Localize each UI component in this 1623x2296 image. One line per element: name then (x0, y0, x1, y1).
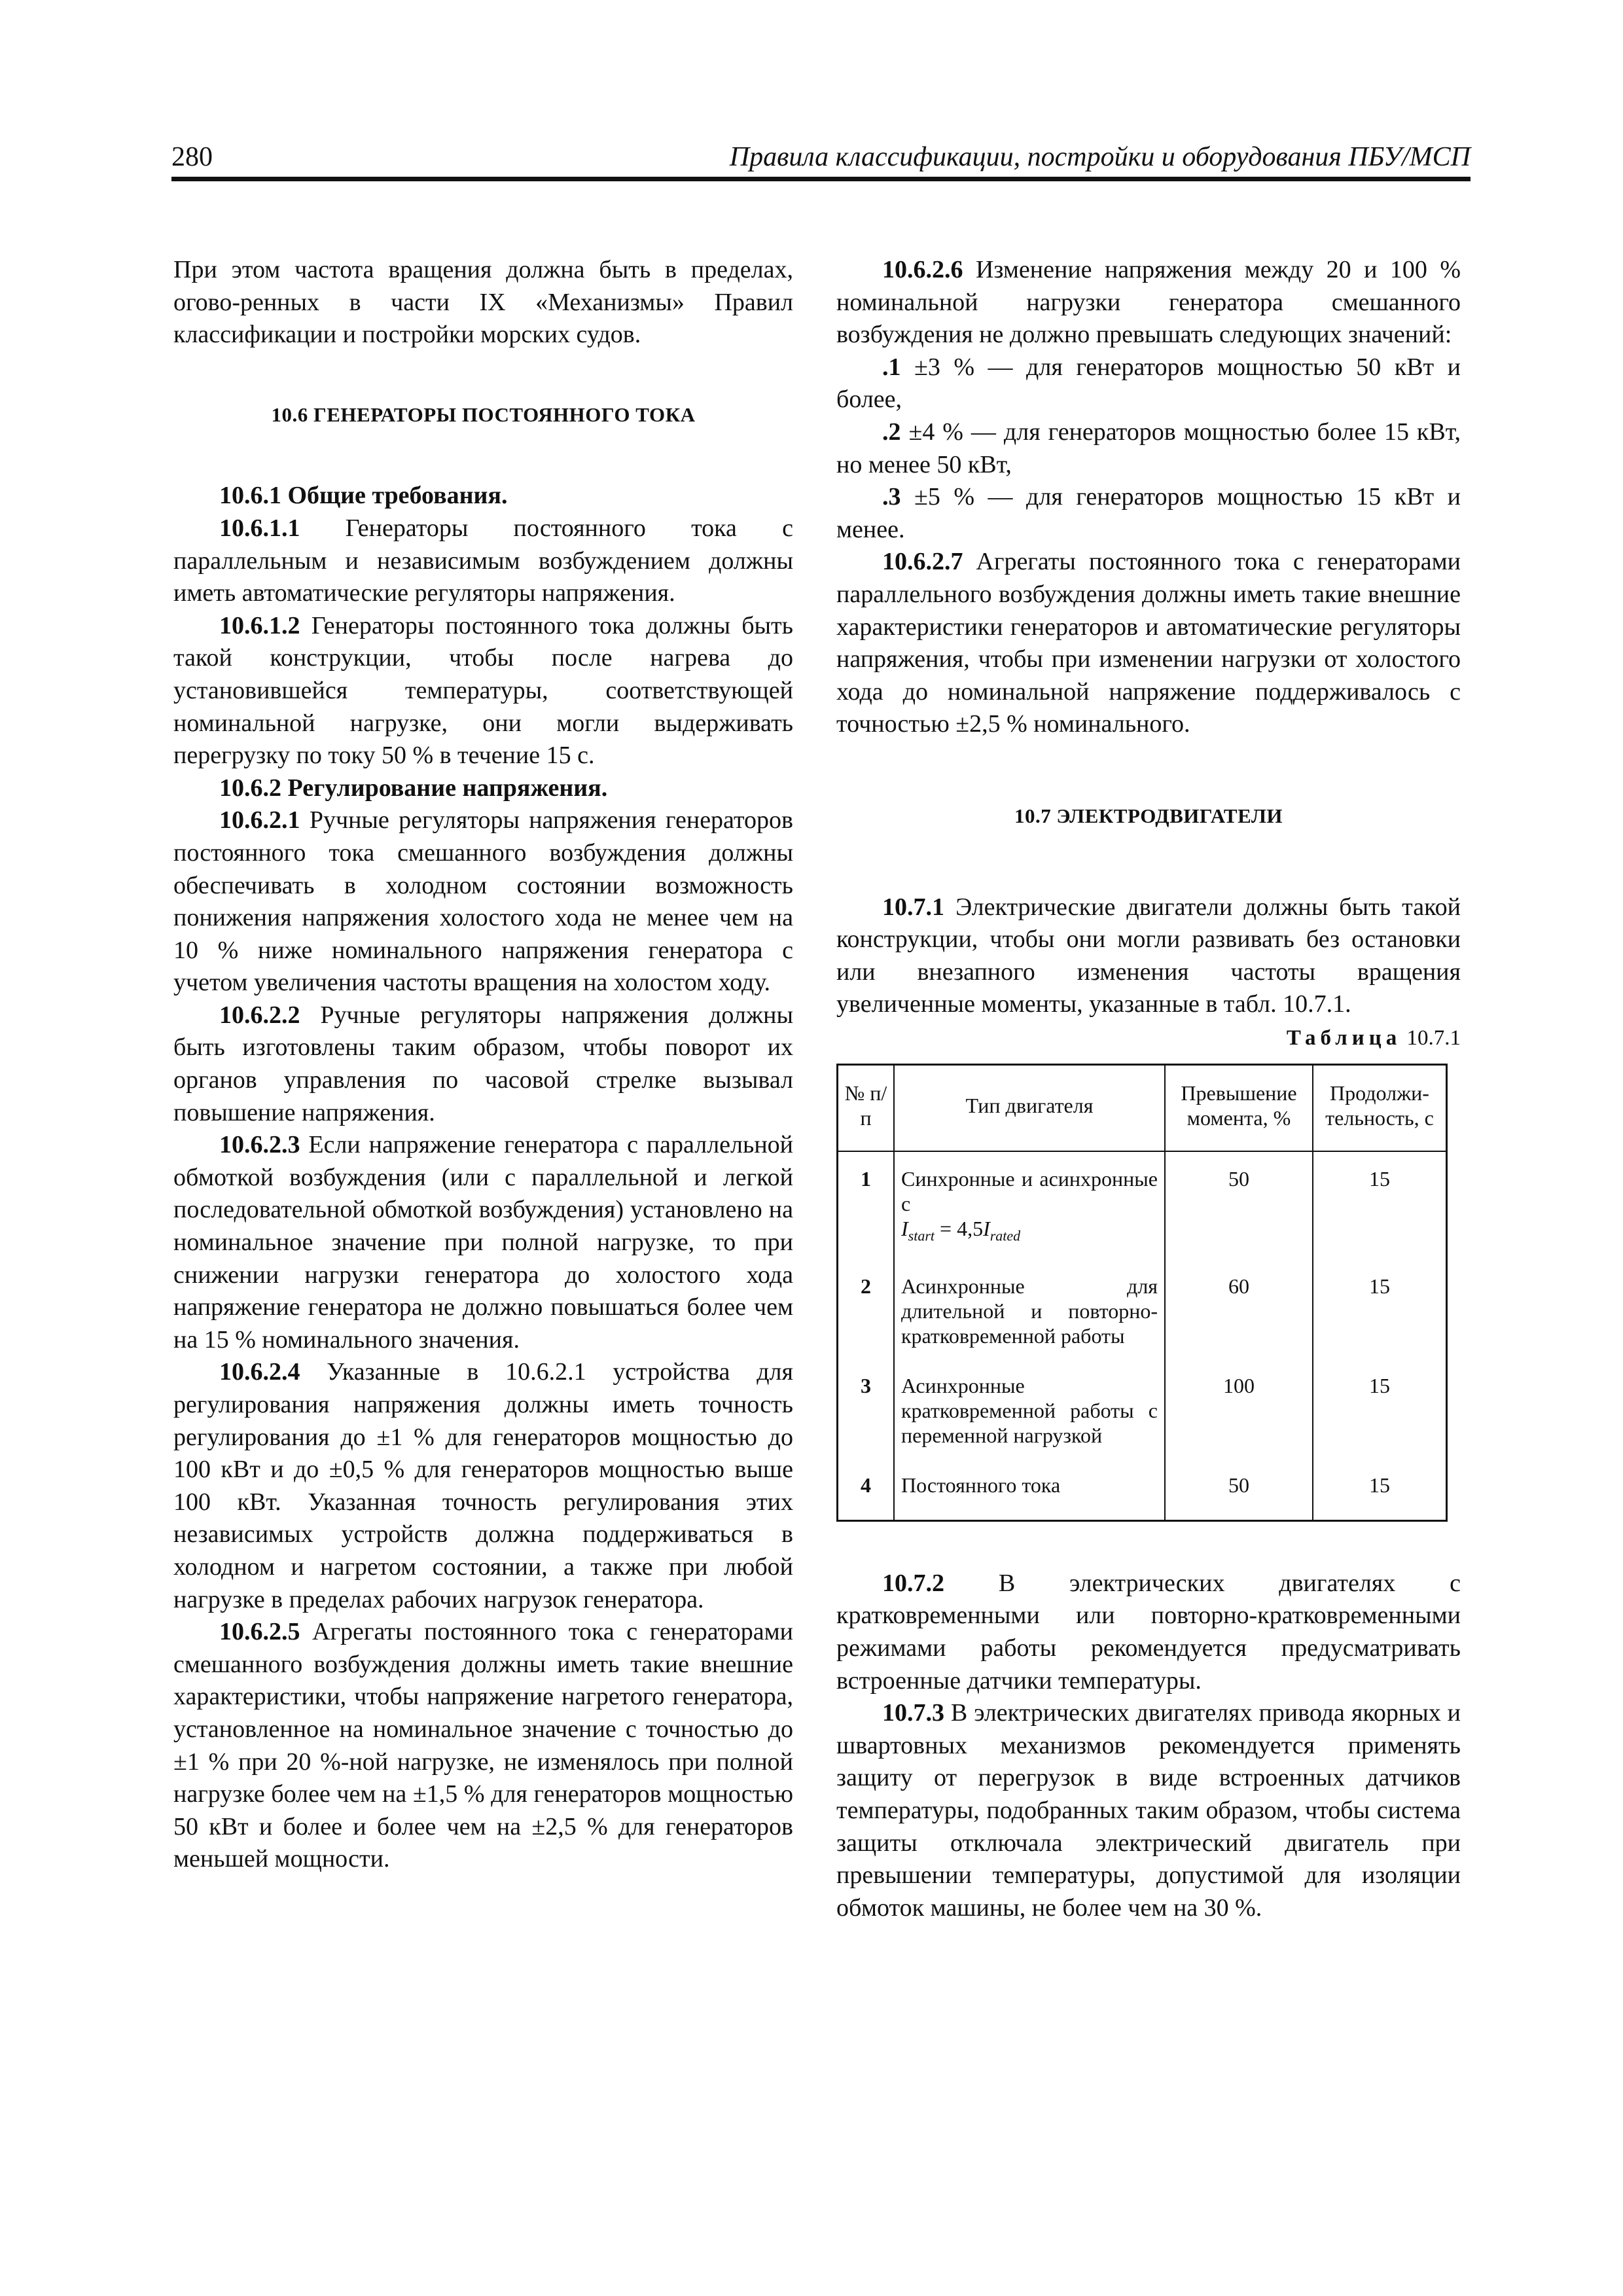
clause-text: Ручные регуляторы напряжения генераторов постоянного тока смешанного возбуждения должны обеспечивать в холодном состоянии возможность понижения напряжения холостого хода не менее чем на 10 % ниже номинального напряжения генератора с учетом увеличения частоты вращения на холостом ходу. (173, 806, 793, 997)
clause-number: 10.6.2.4 (219, 1358, 300, 1386)
clause-number: 10.7.3 (882, 1699, 944, 1727)
motor-type (894, 1151, 1165, 1270)
clause-text: Агрегаты постоянного тока с генераторами смешанного возбуждения должны иметь такие внешние характеристики, чтобы напряжение нагретого генератора, установленное на номинальное значение с точностью до ±1 % при 20 %-ной нагрузке, не изменялось при полной нагрузке более чем на ±1,5 % для генераторов мощностью 50 кВт и более и более чем на ±2,5 % для генераторов меньшей мощности. (173, 1618, 793, 1873)
item-number: .3 (882, 483, 901, 511)
section-heading-10-7: 10.7 ЭЛЕКТРОДВИГАТЕЛИ (1014, 804, 1283, 827)
table-caption (836, 1022, 1461, 1055)
paragraph-10-6-2-1 (173, 804, 793, 999)
torque-excess: 50 (1165, 1470, 1313, 1521)
clause-number: 10.6.1.2 (219, 611, 300, 639)
torque-excess: 60 (1165, 1271, 1313, 1371)
motor-type: Постоянного тока (894, 1470, 1165, 1521)
running-title: Правила классификации, постройки и оборудования ПБУ/МСП (729, 142, 1471, 172)
clause-number: 10.7.2 (882, 1569, 944, 1597)
clause-number: 10.7.1 (882, 893, 944, 921)
row-number: 1 (838, 1151, 895, 1270)
paragraph-10-7-3 (836, 1697, 1461, 1924)
clause-number: 10.6.1.1 (219, 514, 300, 542)
paragraph-10-6-2-5 (173, 1616, 793, 1876)
item-number: .1 (882, 353, 901, 381)
table-caption-word: Таблица (1286, 1026, 1402, 1050)
running-header (171, 139, 1471, 178)
clause-number: 10.6.2.2 (219, 1001, 300, 1029)
motor-type: Асинхронные кратковременной работы с переменной нагрузкой (894, 1371, 1165, 1470)
paragraph-10-6-1-1 (173, 512, 793, 610)
paragraph-10-7-2 (836, 1568, 1461, 1697)
header-rule (171, 177, 1471, 181)
header-duration: Продолжи-тельность, с (1313, 1065, 1447, 1152)
duration: 15 (1313, 1371, 1447, 1470)
clause-text: В электрических двигателях привода якорных и швартовных механизмов рекомендуется применять защиту от перегрузок в виде встроенных датчиков температуры, подобранных таким образом, чтобы система защиты отключала электрический двигатель при превышении температуры, допустимой для изоляции обмоток машины, не более чем на 30 %. (836, 1699, 1461, 1922)
paragraph-10-7-1 (836, 891, 1461, 1021)
duration: 15 (1313, 1151, 1447, 1270)
paragraph-10-6-2-7 (836, 546, 1461, 741)
torque-excess: 50 (1165, 1151, 1313, 1270)
list-item-3 (836, 481, 1461, 546)
motor-type: Асинхронные для длительной и повторно-кратковременной работы (894, 1271, 1165, 1371)
table-row (838, 1371, 1447, 1470)
clause-text: Агрегаты постоянного тока с генераторами параллельного возбуждения должны иметь такие внешние характеристики генераторов и автоматические регуляторы напряжения, чтобы при изменении нагрузки от холостого хода до номинальной напряжение поддерживалось с точностью ±2,5 % номинального. (836, 548, 1461, 738)
clause-text: В электрических двигателях с кратковременными или повторно-кратковременными режимами работы рекомендуется предусматривать встроенные датчики температуры. (836, 1569, 1461, 1695)
subsection-heading-10-6-2: 10.6.2 Регулирование напряжения. (219, 774, 608, 802)
paragraph-10-6-1-2 (173, 610, 793, 772)
table-row (838, 1470, 1447, 1521)
clause-text: Генераторы постоянного тока с параллельным и независимым возбуждением должны иметь автоматические регуляторы напряжения. (173, 514, 793, 607)
item-text: ±5 % — для генераторов мощностью 15 кВт и менее. (836, 483, 1461, 543)
clause-number: 10.6.2.5 (219, 1618, 300, 1646)
clause-number: 10.6.2.3 (219, 1131, 300, 1159)
table-row (838, 1271, 1447, 1371)
header-num: № п/п (838, 1065, 895, 1152)
clause-text: Электрические двигатели должны быть такой конструкции, чтобы они могли развивать без остановки или внезапного изменения частоты вращения увеличенные моменты, указанные в табл. 10.7.1. (836, 893, 1461, 1018)
row-number: 2 (838, 1271, 895, 1371)
clause-text: Ручные регуляторы напряжения должны быть изготовлены таким образом, чтобы поворот их органов управления по часовой стрелке вызывал повышение напряжения. (173, 1001, 793, 1126)
clause-number: 10.6.2.7 (882, 548, 963, 576)
clause-text: Генераторы постоянного тока должны быть такой конструкции, чтобы после нагрева до установившейся температуры, соответствующей номинальной нагрузке, они могли выдерживать перегрузку по току 50 % в течение 15 с. (173, 611, 793, 770)
right-column (836, 254, 1461, 1924)
clause-text: Изменение напряжения между 20 и 100 % номинальной нагрузки генератора смешанного возбуждения не должно превышать следующих значений: (836, 256, 1461, 349)
motor-type-text: Синхронные и асинхронные с (901, 1167, 1158, 1216)
clause-number: 10.6.2.6 (882, 256, 963, 283)
page-number: 280 (171, 142, 213, 172)
duration: 15 (1313, 1271, 1447, 1371)
paragraph-10-6-2-6 (836, 254, 1461, 351)
motor-torque-table (836, 1064, 1448, 1521)
duration: 15 (1313, 1470, 1447, 1521)
torque-excess: 100 (1165, 1371, 1313, 1470)
clause-number: 10.6.2.1 (219, 806, 300, 834)
clause-text: Если напряжение генератора с параллельной обмоткой возбуждения (или с параллельной и легкой последовательной обмоткой возбуждения) установлено на номинальное значение при полной нагрузке, то при снижении нагрузки генератора до холостого хода напряжение генератора не должно повышаться более чем на 15 % номинального значения. (173, 1131, 793, 1354)
section-heading-10-6: 10.6 ГЕНЕРАТОРЫ ПОСТОЯННОГО ТОКА (271, 403, 696, 426)
item-text: ±4 % — для генераторов мощностью более 15 кВт, но менее 50 кВт, (836, 418, 1461, 478)
list-item-2 (836, 416, 1461, 481)
paragraph-intro: При этом частота вращения должна быть в пределах, огово-ренных в части IX «Механизмы» Правил классификации и постройки морских судов. (173, 256, 793, 349)
clause-text: Указанные в 10.6.2.1 устройства для регулирования напряжения должны иметь точность регулирования до ±1 % для генераторов мощностью до 100 кВт и до ±0,5 % для генераторов мощностью выше 100 кВт. Указанная точность регулирования этих независимых устройств должна поддерживаться в холодном и нагретом состоянии, а также при любой нагрузке в пределах рабочих нагрузок генератора. (173, 1358, 793, 1613)
table-caption-number: 10.7.1 (1401, 1026, 1461, 1050)
header-type: Тип двигателя (894, 1065, 1165, 1152)
paragraph-10-6-2-3 (173, 1129, 793, 1356)
list-item-1 (836, 351, 1461, 416)
table-header-row (838, 1065, 1447, 1152)
item-number: .2 (882, 418, 901, 446)
row-number: 3 (838, 1371, 895, 1470)
left-column (173, 254, 793, 1876)
table-row (838, 1151, 1447, 1270)
paragraph-10-6-2-2 (173, 999, 793, 1129)
row-number: 4 (838, 1470, 895, 1521)
starting-current-formula: $I_{start} = 4,5I_{rated}$ (901, 1217, 1021, 1244)
header-excess: Превышение момента, % (1165, 1065, 1313, 1152)
paragraph-10-6-2-4 (173, 1356, 793, 1616)
item-text: ±3 % — для генераторов мощностью 50 кВт и более, (836, 353, 1461, 414)
subsection-heading-10-6-1: 10.6.1 Общие требования. (219, 482, 508, 510)
